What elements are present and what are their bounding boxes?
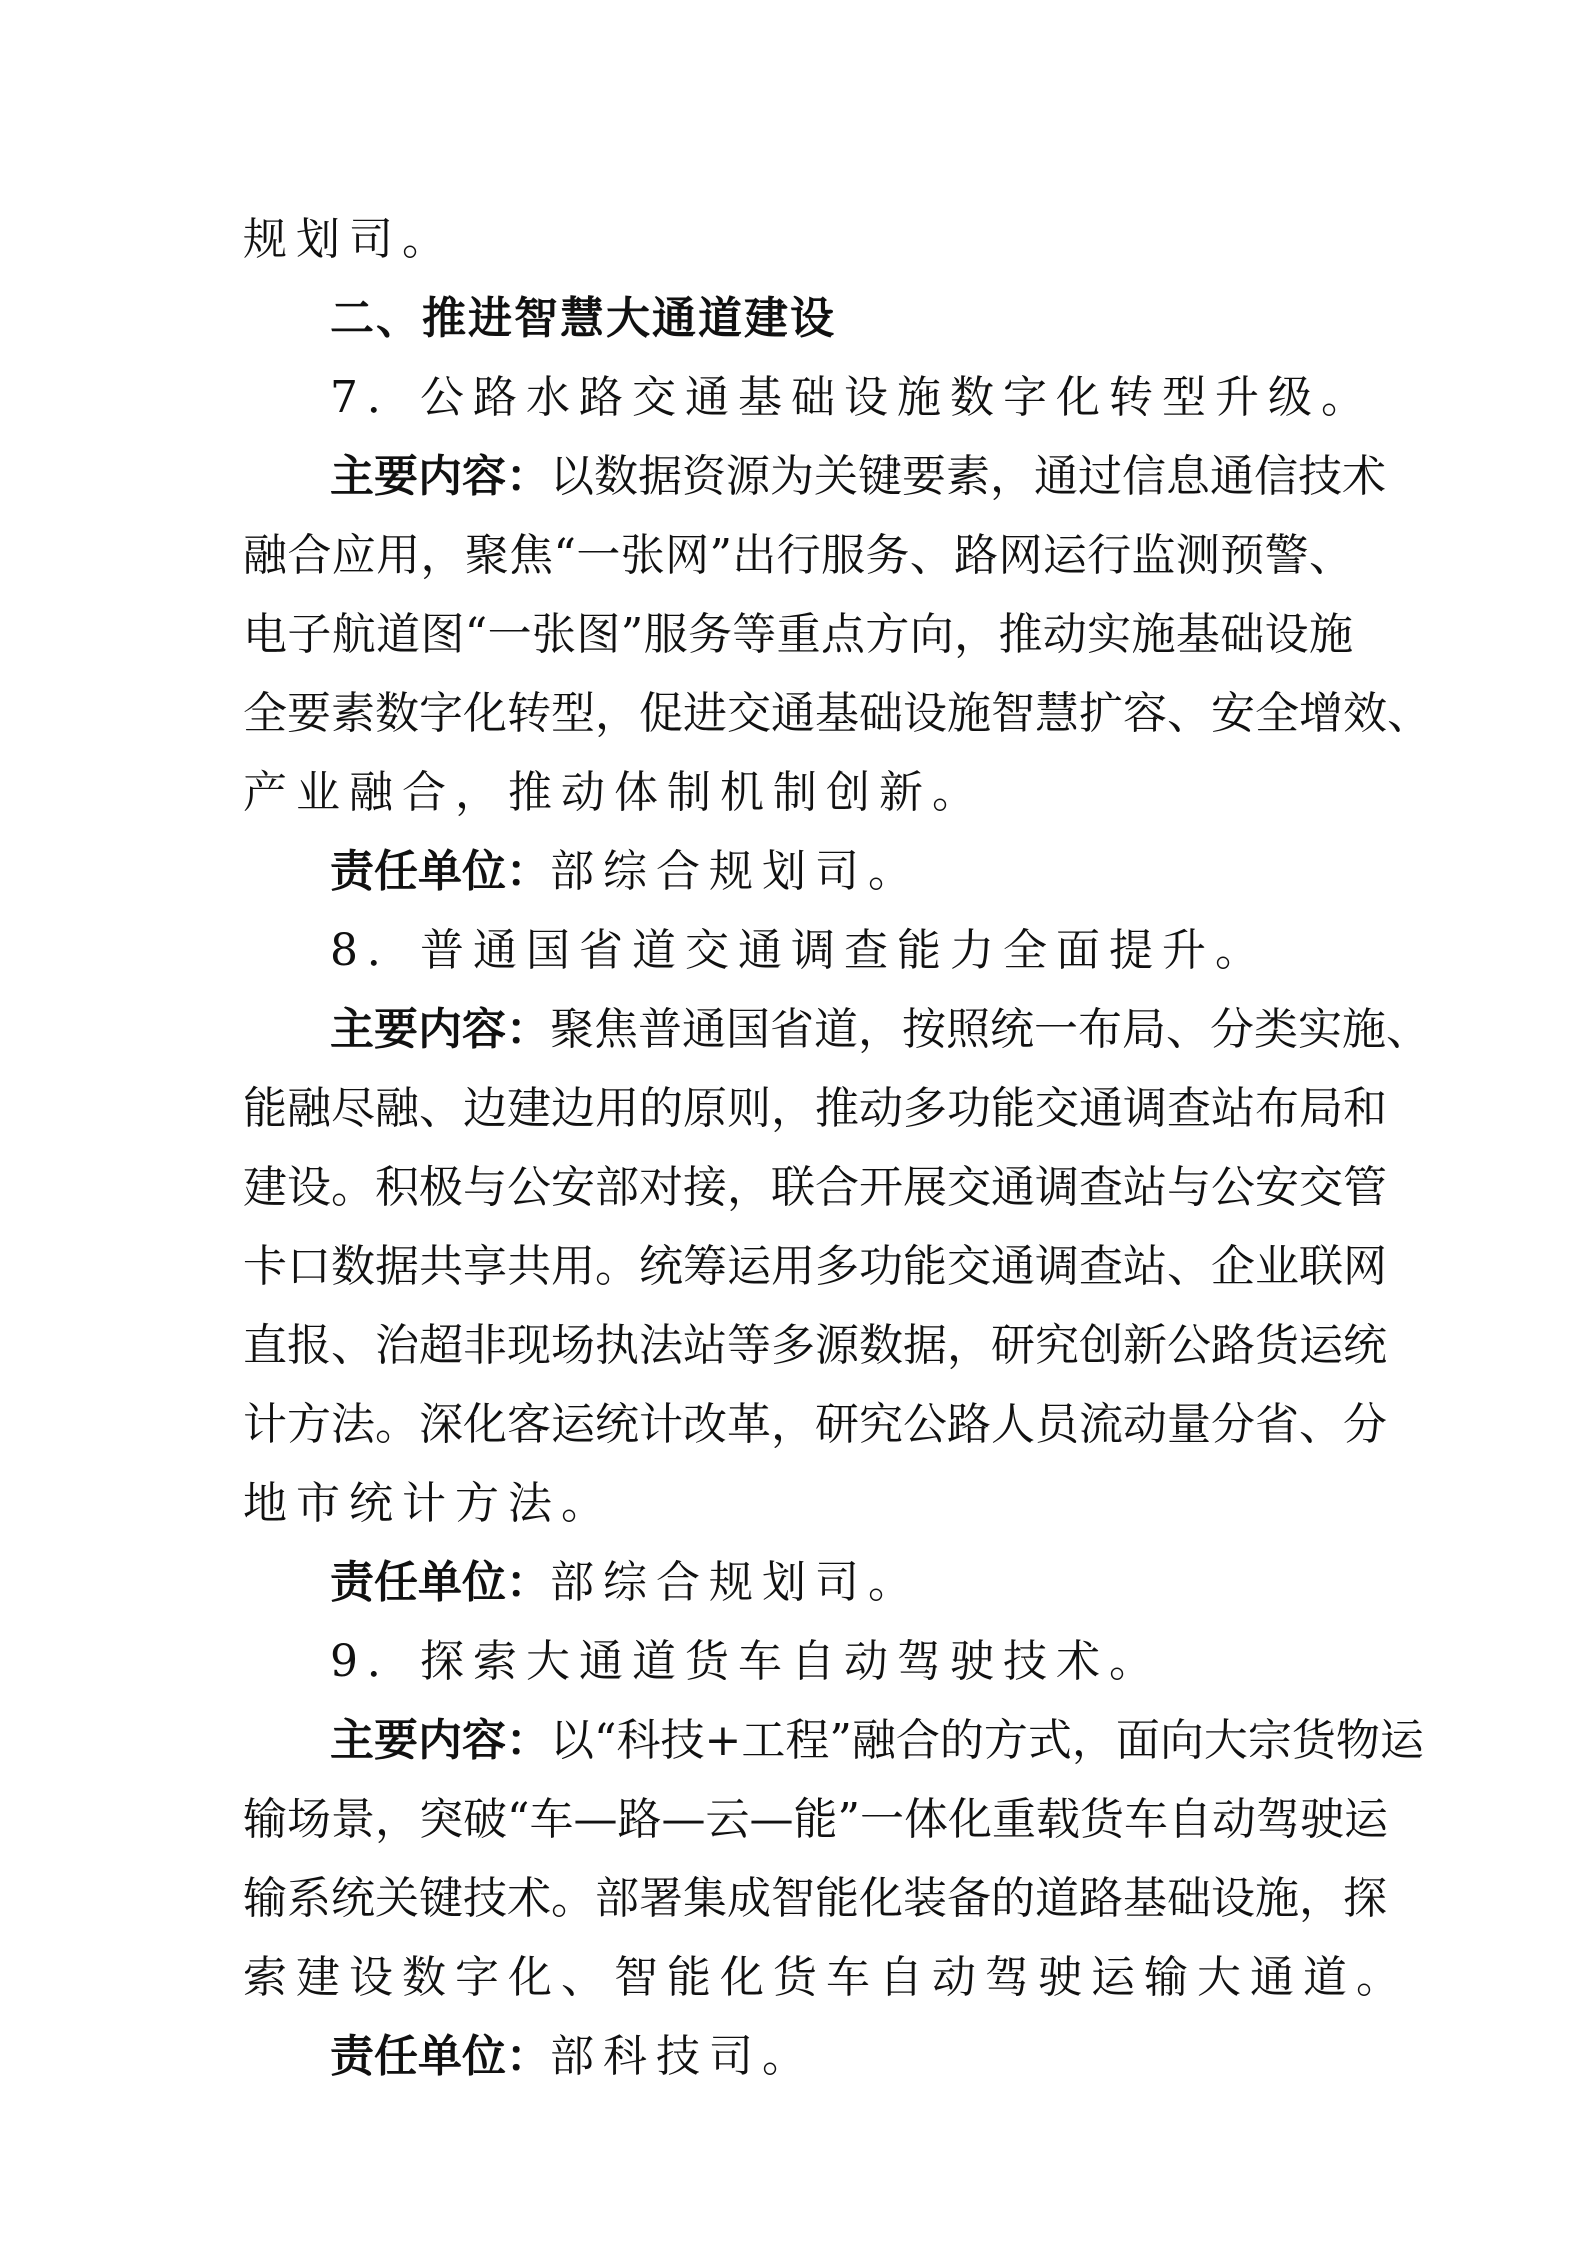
item-7-title bbox=[330, 368, 1440, 428]
item-8-content-line-3: 建设。积极与公安部对接，联合开展交通调查站与公安交管 bbox=[243, 1162, 1387, 1213]
item-7-content-line-5: 产业融合，推动体制机制创新。 bbox=[243, 767, 985, 818]
item-number: 9． bbox=[330, 1636, 420, 1687]
item-title: 普通国省道交通调查能力全面提升。 bbox=[420, 925, 1268, 976]
item-9-content-line-1 bbox=[330, 1711, 1424, 1771]
content-text: 以数据资源为关键要素，通过信息通信技术 bbox=[550, 451, 1386, 502]
item-9-title bbox=[330, 1632, 1440, 1692]
item-9-content-line-2: 输场景，突破“车—路—云—能”一体化重载货车自动驾驶运 bbox=[243, 1794, 1388, 1845]
item-8-content-line-6: 计方法。深化客运统计改革，研究公路人员流动量分省、分 bbox=[243, 1399, 1387, 1450]
item-7-content-line-1 bbox=[330, 447, 1386, 507]
item-8-content-line-1 bbox=[330, 1000, 1430, 1060]
content-text: 聚焦普通国省道，按照统一布局、分类实施、 bbox=[550, 1004, 1430, 1055]
responsibility-value: 部科技司。 bbox=[550, 2031, 815, 2082]
content-label: 主要内容： bbox=[330, 451, 550, 502]
item-title: 探索大通道货车自动驾驶技术。 bbox=[420, 1636, 1162, 1687]
item-9-responsibility bbox=[330, 2027, 1440, 2087]
responsibility-label: 责任单位： bbox=[330, 1557, 550, 1608]
intro-tail-text bbox=[243, 210, 1353, 270]
responsibility-value: 部综合规划司。 bbox=[550, 1557, 921, 1608]
content-text: 以“科技+工程”融合的方式，面向大宗货物运 bbox=[550, 1715, 1424, 1766]
item-7-content-line-2: 融合应用，聚焦“一张网”出行服务、路网运行监测预警、 bbox=[243, 530, 1353, 581]
content-label: 主要内容： bbox=[330, 1715, 550, 1766]
item-8-content-line-4: 卡口数据共享共用。统筹运用多功能交通调查站、企业联网 bbox=[243, 1241, 1387, 1292]
item-7-content-line-3: 电子航道图“一张图”服务等重点方向，推动实施基础设施 bbox=[243, 609, 1353, 660]
responsibility-label: 责任单位： bbox=[330, 2031, 550, 2082]
responsibility-label: 责任单位： bbox=[330, 846, 550, 897]
responsibility-value: 部综合规划司。 bbox=[550, 846, 921, 897]
item-9-content-line-4: 索建设数字化、智能化货车自动驾驶运输大通道。 bbox=[243, 1952, 1409, 2003]
item-9-content-line-3: 输系统关键技术。部署集成智能化装备的道路基础设施，探 bbox=[243, 1873, 1387, 1924]
item-7-content-line-4: 全要素数字化转型，促进交通基础设施智慧扩容、安全增效、 bbox=[243, 688, 1431, 739]
intro-tail: 规划司。 bbox=[243, 214, 455, 265]
item-8-content-line-7: 地市统计方法。 bbox=[243, 1478, 614, 1529]
item-7-responsibility bbox=[330, 842, 1440, 902]
item-8-responsibility bbox=[330, 1553, 1440, 1613]
content-label: 主要内容： bbox=[330, 1004, 550, 1055]
item-8-content-line-5: 直报、治超非现场执法站等多源数据，研究创新公路货运统 bbox=[243, 1320, 1387, 1371]
item-number: 8． bbox=[330, 925, 420, 976]
item-title: 公路水路交通基础设施数字化转型升级。 bbox=[420, 372, 1374, 423]
item-8-title bbox=[330, 921, 1440, 981]
item-8-content-line-2: 能融尽融、边建边用的原则，推动多功能交通调查站布局和 bbox=[243, 1083, 1387, 1134]
item-number: 7． bbox=[330, 372, 420, 423]
section-heading: 二、推进智慧大通道建设 bbox=[330, 293, 836, 344]
